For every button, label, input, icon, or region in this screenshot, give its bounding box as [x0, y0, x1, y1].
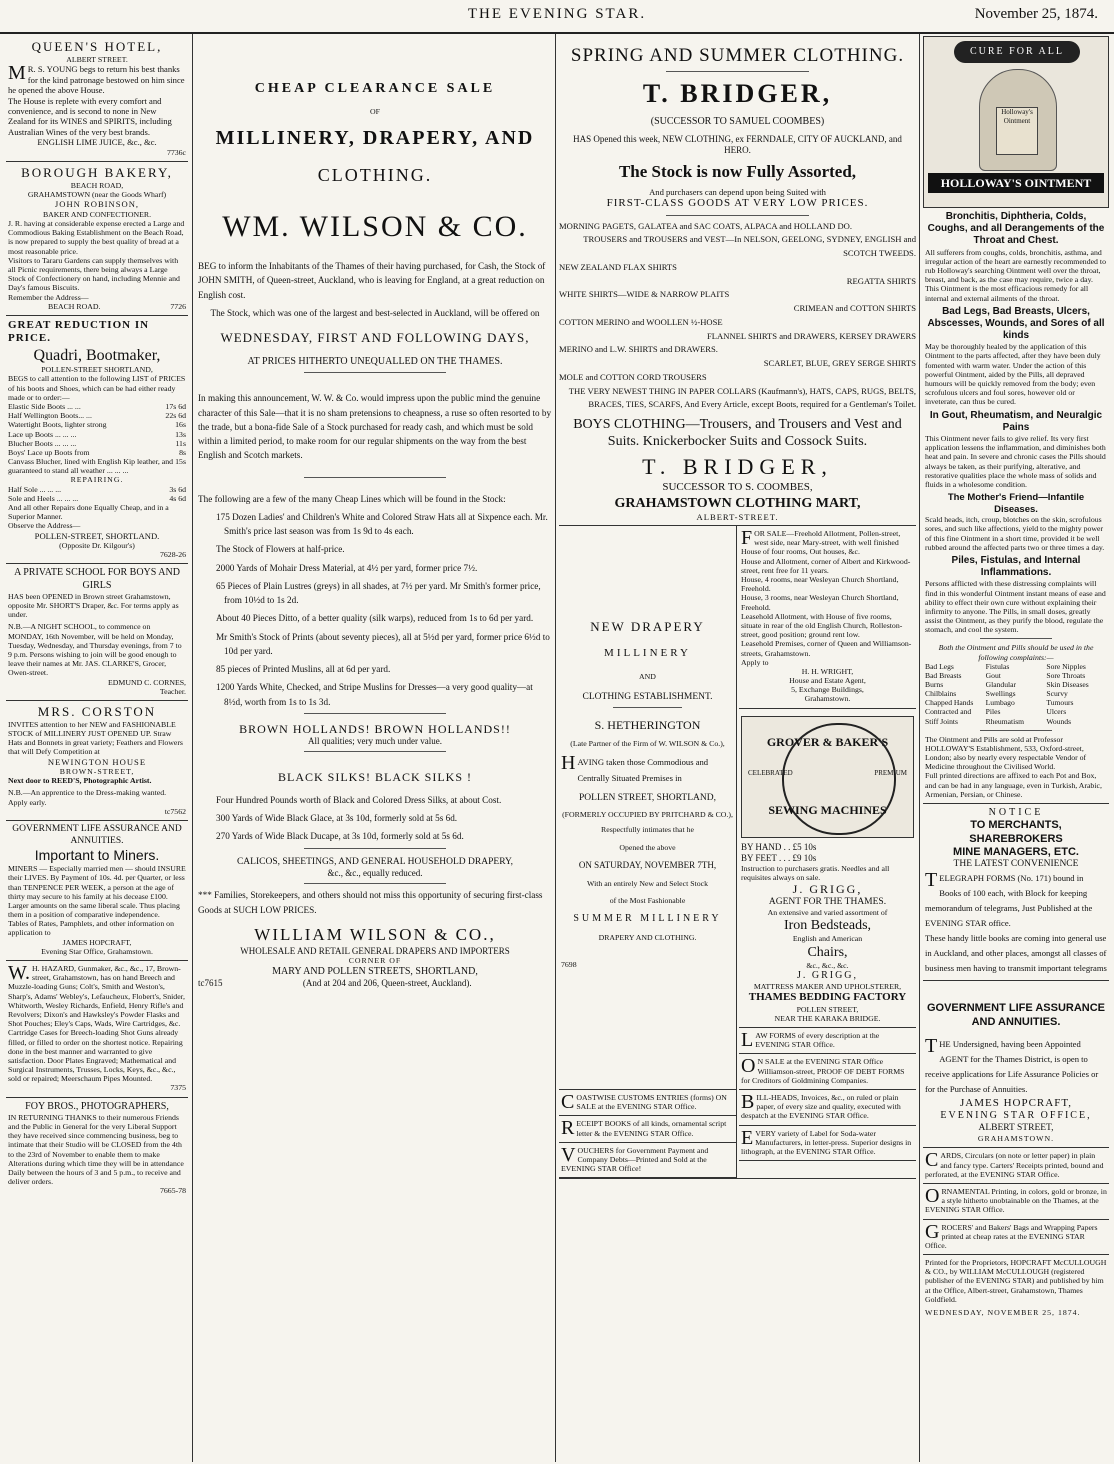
ad-factory: THAMES BEDDING FACTORY [748, 991, 907, 1004]
sale-paragraph: The following are a few of the many Cheap Lines which will be found in the Stock: [198, 493, 506, 504]
ad-line: Respectfully intimates that he [601, 825, 694, 835]
signature-firm: WILLIAM WILSON & CO., [254, 924, 496, 944]
complaint-item: Rheumatism [985, 716, 1025, 726]
complaint-item: Bad Breasts [925, 670, 962, 680]
grocers-ad [923, 1220, 1109, 1256]
ad-agent: AGENT FOR THE THAMES. [768, 896, 887, 907]
price-item: Lace up Boots ... ... ... [8, 429, 77, 439]
hetherington-ad [559, 526, 736, 1090]
remedy-heading: In Gout, Rheumatism, and Neuralgic Pains [929, 409, 1103, 433]
bridger-stock: The Stock is now Fully Assorted, [618, 162, 857, 182]
notice-heading: NOTICE [988, 806, 1044, 818]
ad-name: JOHN ROBINSON, [54, 199, 140, 210]
complaint-item: Lumbago [985, 698, 1015, 708]
complaint-item: Wounds [1046, 716, 1072, 726]
imprint-body: Printed for the Proprietors, HOPCRAFT McCULLOUGH & CO., by WILLIAM McCULLOUGH (registered publisher of the EVENING STAR) and published by him at the Office, Albert-street, Grahamstown, Thames Goldfield. [925, 1258, 1107, 1304]
remedy-heading: Bronchitis, Diphtheria, Colds, Coughs, and all Derangements of the Throat and Chest. [927, 211, 1105, 247]
ad-body: FOR SALE—Freehold Allotment, Pollen-street, west side, near Mary-street, with well finished House of four rooms, Out houses, &c. [741, 527, 901, 557]
private-school-ad [6, 564, 188, 700]
signature-trade: WHOLESALE AND RETAIL GENERAL DRAPERS AND IMPORTERS [240, 945, 510, 956]
small-ad-body: COASTWISE CUSTOMS ENTRIES (forms) ON SALE at the EVENING STAR Office. [561, 1091, 727, 1114]
ad-address-note: (Opposite Dr. Kilgour's) [59, 541, 135, 551]
signature-corner: CORNER OF [348, 956, 402, 966]
mrs-corston-ad [6, 701, 188, 821]
ad-body: MINERS — Especially married men — should INSURE their LIVES. By Payment of 10s. 4d. per Quarter, or less than TENPENCE PER WEEK, a person at the age of thirty may secure to his family at his decease £100. Larger amounts on the same liberal scale. Thus placing them in a position of comparative independence. [8, 864, 186, 920]
complaint-item: Sore Throats [1046, 670, 1086, 680]
bridger-depend: And purchasers can depend upon being Suited with [649, 186, 826, 197]
ad-body: J. R. having at considerable expense erected a Large and Commodious Baking Establishment on the Beach Road, is now prepared to supply the best quality of bread at a most reasonable price. [8, 219, 185, 256]
complaint-item: Gout [985, 670, 1001, 680]
clothing-item: FLANNEL SHIRTS and DRAWERS, KERSEY DRAWERS [707, 330, 916, 341]
for-sale-ad [739, 526, 916, 709]
ad-date: ON SATURDAY, NOVEMBER 7TH, [578, 859, 717, 870]
ad-body: IN RETURNING THANKS to their numerous Friends and the Public in General for the very Liberal Support they have received since commencing business, beg to intimate that their Studio will be CLOSED from the 4th to the 23rd of November to enable them to make Alterations during which time they will be in attendance Daily between the hours of 3 and 5 p.m., to receive and deliver orders. [8, 1112, 184, 1187]
column-4 [923, 36, 1109, 1460]
ad-subtitle: POLLEN-STREET SHORTLAND, [41, 365, 153, 375]
silks-line: 270 Yards of Wide Black Ducape, at 3s 10d, formerly sold at 5s 6d. [216, 831, 464, 842]
ad-body: W.H. HAZARD, Gunmaker, &c., &c., 17, Brown-street, Grahamstown, has on hand Breech and Muzzle-loading Guns; Colt's, Smith and Weston's, Sharp's, Adams' Webley's, Lefaucheux, Flobert's, Snider, Whitworth, Wesley Richards, Enfield, Henry Rifle's and Revolvers; Dixon's and Hawksley's Powder Flasks and Shot Pouches; Eley's Caps, Wads, Wire Cartridges, &c. Cartridge Cases for Breech-loading Shot Guns already filled, or filled to order on the shortest notice. Repairing done in the best manner and warranted to give satisfaction. Door Plates Engraved; Mathematical and Surgical Instruments, Trusses, Locks, Keys, &c., &c., sold or repaired; Meerschaum Pipes Mounted. [8, 962, 185, 1084]
sale-of: OF [370, 107, 380, 117]
ad-line: MATTRESS MAKER AND UPHOLSTERER, [753, 982, 902, 992]
column-rule [919, 34, 920, 1462]
logo-jar-text: Holloway's Ointment [996, 107, 1038, 155]
small-ad [739, 1028, 916, 1054]
bridger-items [559, 220, 916, 413]
notice-merchants: TO MERCHANTS, SHAREBROKERS [969, 819, 1063, 845]
complaint-item: Stiff Joints [925, 716, 958, 726]
clothing-item: REGATTA SHIRTS [846, 275, 916, 286]
ad-body: ORNAMENTAL Printing, in colors, gold or bronze, in a style hitherto unobtainable on the Thames, at the EVENING STAR Office. [925, 1184, 1107, 1215]
price-feet: BY FEET . . . £9 10s [741, 852, 817, 863]
remedy-heading: Piles, Fistulas, and Internal Inflammations. [951, 554, 1081, 579]
borough-bakery-ad [6, 162, 188, 316]
remedy-heading: Bad Legs, Bad Breasts, Ulcers, Abscesses, Wounds, and Sores of all kinds [927, 305, 1105, 342]
price-item: Canvass Blucher, lined with English Kip leather, and guaranteed to stand all weather ... ... ... [8, 457, 174, 476]
ad-body: Instruction to purchasers gratis. Needles and all requisites always on sale. [741, 863, 890, 882]
price-item: Sole and Heels ... ... ... [8, 493, 79, 503]
price-row [8, 430, 186, 439]
ad-code: tc7615 [198, 977, 223, 988]
families-note: *** Families, Storekeepers, and others should not miss this opportunity of securing first-class Goods at SUCH LOW PRICES. [198, 890, 543, 915]
remedy-body: Full printed directions are affixed to each Pot and Box, and can be had in any language, even in Turkish, Arabic, Armenian, Persian, or Chinese. [925, 771, 1102, 799]
ad-title: MRS. CORSTON [37, 703, 157, 719]
ad-line: English and American [792, 934, 863, 944]
govt-life-ad [6, 821, 188, 961]
ad-chairs: Chairs, [807, 944, 848, 960]
price-row [8, 420, 186, 429]
column-3 [559, 36, 916, 1460]
remedy-body: Scald heads, itch, croup, blotches on the skin, scrofulous sores, and such like affections, yield to the mighty power of this fine Ointment in a short time, provided it be well rubbed around the affected parts two or three times a day. [925, 515, 1105, 552]
price-item: Watertight Boots, lighter strong [8, 420, 107, 430]
ad-line: An extensive and varied assortment of [767, 908, 888, 918]
complaint-item: Scurvy [1046, 689, 1068, 699]
cards-ad [923, 1148, 1109, 1184]
ad-signature-street: ALBERT STREET, [978, 1122, 1054, 1133]
clothing-item: MORNING PAGETS, GALATEA and SAC COATS, ALPACA and HOLLAND DO. [559, 220, 853, 231]
cheap-line: 2000 Yards of Mohair Dress Material, at 4½ per yard, former price 7½. [216, 562, 478, 573]
small-ad-body: RECEIPT BOOKS of all kinds, ornamental script letter & the EVENING STAR Office. [561, 1117, 727, 1140]
price-row [8, 494, 186, 503]
clothing-item: SCARLET, BLUE, GREY SERGE SHIRTS [763, 358, 916, 369]
complaint-item: Chilblains [925, 689, 957, 699]
ad-title: Quadri, Bootmaker, [33, 346, 161, 364]
imprint-date: WEDNESDAY, NOVEMBER 25, 1874. [925, 1308, 1081, 1318]
small-ads-right [739, 1028, 916, 1161]
hollands-heading: BROWN HOLLANDS! BROWN HOLLANDS!! [239, 721, 511, 736]
ad-body: THE Undersigned, having been Appointed AGENT for the Thames District, is open to receive applications for Life Assurance Policies or for the Purchase of Annuities. [925, 1034, 1099, 1095]
ad-name: S. HETHERINGTON [594, 718, 701, 733]
price-item: Half Wellington Boots... ... [8, 411, 92, 421]
complaint-item: Fistulas [985, 661, 1010, 671]
cheap-line: The Stock of Flowers at half-price. [216, 544, 345, 555]
govt-life-agent-ad [923, 981, 1109, 1148]
ad-agent: H. H. WRIGHT, [801, 666, 854, 676]
quadri-bootmaker-ad [6, 316, 188, 565]
clothing-item: CRIMEAN and COTTON SHIRTS [793, 303, 916, 314]
price-list [8, 402, 186, 476]
complaint-item: Burns [925, 680, 944, 690]
price-value: 4s 6d [169, 493, 186, 503]
masthead [0, 0, 1114, 34]
ad-title: A PRIVATE SCHOOL FOR BOYS AND GIRLS [14, 567, 180, 591]
ad-title: BOROUGH BAKERY, [21, 165, 173, 181]
cheap-line: 1200 Yards White, Checked, and Stripe Muslins for Dresses—a very good quality—at 8½d, worth from 1s to 1s 3d. [216, 682, 533, 707]
price-row [8, 402, 186, 411]
complaint-item: Piles [985, 707, 1001, 717]
price-value: 11s [175, 438, 186, 448]
ad-code: 7375 [170, 1083, 186, 1093]
remedy-body: All sufferers from coughs, colds, bronchitis, asthma, and irregular action of the heart are earnestly recommended to rub Holloway's searching Ointment well over the throat, breast, and back, as the case may require, twice a day. This Ointment is the most efficacious remedy for all internal and external ailments of the throat. [925, 247, 1106, 303]
small-ads-left [559, 1090, 736, 1178]
ad-signature: JAMES HOPCRAFT, [960, 1097, 1072, 1110]
remedy-body: May be thoroughly healed by the application of this Ointment to the parts affected, after they have been duly fomented with warm water. Under the action of this powerful Ointment, aided by the Pills, all depraved humours will be quickly removed from the body; even scrofulous ulcers and foul sores, however old or inveterate, can thus be cured. [925, 342, 1101, 407]
sewing-machine-logo: GROVER & BAKER'S CELEBRATED PREMIUM SEWING MACHINES [741, 716, 914, 838]
ad-code: tc7562 [164, 806, 186, 816]
calicos-heading: CALICOS, SHEETINGS, AND GENERAL HOUSEHOLD DRAPERY, [236, 856, 514, 867]
ad-body: INVITES attention to her NEW and FASHIONABLE STOCK of MILLINERY JUST OPENED UP. Straw Hats and Bonnets in great variety; Feathers and Flowers that will Defy Competition at [8, 719, 183, 757]
ad-iron: Iron Bedsteads, [783, 918, 872, 934]
foy-bros-ad [6, 1098, 188, 1200]
grover-baker-ad [739, 709, 916, 1028]
telegraph-notice-ad [923, 804, 1109, 981]
ad-line: POLLEN STREET, [796, 1004, 859, 1014]
ad-address-label: Observe the Address— [8, 521, 81, 531]
price-item: Elastic Side Boots ... ... [8, 401, 81, 411]
ad-house: NEWINGTON HOUSE [47, 756, 147, 767]
ad-address: POLLEN-STREET, SHORTLAND. [34, 530, 160, 541]
ad-name: J. GRIGG, [792, 881, 863, 896]
bridger-boys: BOYS CLOTHING—Trousers, and Trousers and Vest and Suits. Knickerbocker Suits and Cossock Suits. [573, 417, 902, 450]
ad-signature-town: GRAHAMSTOWN. [977, 1134, 1055, 1144]
clothing-item: TROUSERS and TROUSERS and VEST—In NELSON, GEELONG, SYDNEY, ENGLISH and SCOTCH TWEEDS. [583, 234, 916, 259]
price-value: 15s [175, 457, 186, 467]
clothing-item: COTTON MERINO and WOOLLEN ½-HOSE [559, 316, 723, 327]
ad-and: AND [639, 672, 656, 682]
notice-latest: THE LATEST CONVENIENCE [953, 859, 1079, 870]
remedy-body: This Ointment never fails to give relief. Its very first application lessens the inflammation, and diminishes both heat and pain. In severe and chronic cases the Pills should always be taken, as their purifying, alterative, and restorative qualities place the whole mass of solids and fluids in a wholesome condition. [925, 433, 1106, 489]
firm-name: WM. WILSON & CO. [222, 209, 528, 243]
ad-line: House and Allotment, corner of Albert and Kirkwood-street, rent free for 11 years. [741, 556, 911, 575]
ad-apply: Apply to [741, 657, 769, 667]
masthead-title: THE EVENING STAR. [467, 6, 647, 22]
ad-agent-line: 5, Exchange Buildings, [791, 685, 864, 695]
ad-next: Next door to REED'S, Photographic Artist. [8, 776, 152, 786]
ad-body: The House is replete with every comfort and convenience, and is second to none in New Zealand for its WINES and SPIRITS, including Australian Wines of the very best brands. [8, 95, 172, 137]
bridger-title-2: T. BRIDGER, [642, 454, 833, 480]
repair-price-list [8, 485, 186, 503]
ad-body: Visitors to Tararu Gardens can supply themselves with all Picnic requirements, there being always a Large Stock of Confectionery on hand, including Mennie and Day's famous Biscuits. [8, 255, 180, 293]
holloway-ad [923, 208, 1109, 804]
price-value: 16s [175, 420, 186, 430]
sale-title-2: CLOTHING. [317, 164, 433, 185]
ad-line: NEAR THE KARAKA BRIDGE. [774, 1013, 881, 1023]
ad-trade: BAKER AND CONFECTIONER. [42, 209, 152, 219]
sale-paragraph: The Stock, which was one of the largest and best-selected in Auckland, will be offered on [210, 307, 540, 318]
bridger-opened: HAS Opened this week, NEW CLOTHING, ex FERNDALE, CITY OF AUCKLAND, and HERO. [573, 134, 902, 156]
bridger-successor-2: SUCCESSOR TO S. COOMBES, [662, 481, 813, 494]
ad-signature-office: EVENING STAR OFFICE, [940, 1110, 1092, 1122]
logo-arc-text: CURE FOR ALL [954, 41, 1080, 63]
ad-line: House, 3 rooms, near Wesleyan Church Shortland, Freehold. [741, 593, 899, 612]
column-rule [555, 34, 556, 1462]
small-ad [559, 1090, 736, 1116]
price-item: Half Sole ... ... ... [8, 484, 62, 494]
cheap-line: About 40 Pieces Ditto, of a better quality (silk warps), reduced from 1s to 6d per yard. [216, 613, 534, 624]
price-row [8, 448, 186, 457]
bridger-mart: GRAHAMSTOWN CLOTHING MART, [614, 495, 861, 511]
complaint-item: Skin Diseases [1046, 680, 1089, 690]
complaint-item: Sore Nipples [1046, 661, 1086, 671]
spring-heading: SPRING AND SUMMER CLOTHING. [570, 45, 905, 66]
price-row [8, 411, 186, 420]
complaint-item: Ulcers [1046, 707, 1067, 717]
ad-code: 7726 [170, 301, 186, 311]
ad-subtitle: ALBERT STREET. [66, 54, 128, 64]
complaint-item: Swellings [985, 689, 1016, 699]
ad-code: 7628-26 [160, 550, 186, 560]
ad-title: NEW DRAPERY [590, 619, 705, 635]
clothing-item: MERINO and L.W. SHIRTS and DRAWERS. [559, 344, 718, 355]
ad-line: House, 4 rooms, near Wesleyan Church Shortland, Freehold. [741, 575, 899, 594]
small-ad-body: VOUCHERS for Government Payment and Company Debts—Printed and Sold at the EVENING STAR Office! [561, 1143, 709, 1174]
ad-subtitle: MILLINERY [604, 646, 691, 659]
ad-code: 7665-78 [160, 1186, 186, 1196]
notice-body: TELEGRAPH FORMS (No. 171) bound in Books of 100 each, with Block for keeping memorandum of telegrams, Just Published at the EVENING STAR office. [925, 868, 1093, 928]
price-hand: BY HAND . . £5 10s [741, 841, 817, 852]
ad-code: 7736c [166, 147, 186, 157]
price-row [8, 439, 186, 448]
complaint-item: Glandular [985, 680, 1017, 690]
ad-title: QUEEN'S HOTEL, [31, 39, 163, 54]
cheap-line: 65 Pieces of Plain Lustres (greys) in all shades, at 7½ per yard. Mr Smith's former price, from 10½d to 1s 2d. [216, 580, 541, 605]
ad-subtitle: CLOTHING ESTABLISHMENT. [582, 691, 713, 702]
ad-subtitle: BEACH ROAD, [70, 180, 124, 190]
small-ad [559, 1116, 736, 1142]
ad-body: BEGS to call attention to the following LIST of PRICES of his boots and Shoes, which can be had either ready made or to order:— [8, 374, 186, 402]
ad-address: BEACH ROAD. [48, 301, 101, 311]
holloway-logo [923, 36, 1109, 208]
price-value: 8s [179, 447, 186, 457]
price-value: 13s [175, 429, 186, 439]
ad-body: GROCERS' and Bakers' Bags and Wrapping Papers printed at cheap rates at the EVENING STAR Office. [925, 1220, 1098, 1250]
ad-street: BROWN-STREET, [59, 766, 135, 776]
ad-line: of the Most Fashionable [609, 895, 686, 905]
notice-managers: MINE MANAGERS, ETC. [953, 845, 1079, 858]
ornamental-ad [923, 1184, 1109, 1220]
silks-line: 300 Yards of Wide Black Glace, at 3s 10d, formerly sold at 5s 6d. [216, 813, 458, 824]
sale-paragraph: BEG to inform the Inhabitants of the Thames of their having purchased, for Cash, the Stock of JOHN SMITH, of Queen-street, Auckland, who is leaving for England, at a great reduction on English cost. [198, 261, 546, 300]
ad-signature-title: Teacher. [159, 686, 186, 696]
price-item: Boys' Lace up Boots from [8, 447, 90, 457]
hollands-note: All qualities; very much under value. [308, 736, 442, 747]
column-1 [6, 36, 188, 1460]
small-ad [739, 1090, 916, 1126]
price-value: 22s 6d [165, 411, 186, 421]
remedy-body: The Ointment and Pills are sold at Professor HOLLOWAY'S Establishment, 533, Oxford-street, London; also by nearly every respectable Vendor of Medicine throughout the Civilised World. [925, 734, 1087, 772]
ad-line: &c., &c., &c. [806, 960, 849, 970]
small-ad [559, 1143, 736, 1179]
ad-signature: JAMES HOPCRAFT, [62, 937, 132, 947]
small-ad-body: ON SALE at the EVENING STAR Office Williamson-street, PROOF OF DEBT FORMS for Creditors of Goldmining Companies. [741, 1055, 905, 1085]
sale-heading: CHEAP CLEARANCE SALE [254, 81, 496, 96]
ad-body: MR. S. YOUNG begs to return his best thanks for the kind patronage bestowed on him since he opened the above House. [8, 62, 185, 96]
clothing-item: NEW ZEALAND FLAX SHIRTS [559, 261, 677, 272]
clothing-item: WHITE SHIRTS—WIDE & NARROW PLAITS [559, 289, 730, 300]
small-ad-body: LAW FORMS of every description at the EVENING STAR Office. [741, 1029, 880, 1052]
ad-name: J. GRIGG, [796, 969, 859, 981]
masthead-date: November 25, 1874. [974, 6, 1098, 22]
signature-address: MARY AND POLLEN STREETS, SHORTLAND, [272, 965, 478, 977]
logo-band-text: HOLLOWAY'S OINTMENT [928, 173, 1104, 193]
ad-line: Leasehold Premises, corner of Queen and Williamson-streets, Grahamstown. [741, 639, 912, 658]
ad-code: 7698 [561, 960, 577, 970]
ad-subtitle: GRAHAMSTOWN (near the Goods Wharf) [27, 190, 167, 200]
hazard-gunmaker-ad [6, 961, 188, 1098]
clothing-item: THE VERY NEWEST THING IN PAPER COLLARS (Kaufmann's), HATS, CAPS, RUGS, BELTS, BRACES, TIES, SCARFS, And Every Article, except Boots, required for a Gentleman's Toilet. [568, 385, 916, 410]
ad-line: DRAPERY AND CLOTHING. [598, 933, 697, 943]
cheap-line: 85 pieces of Printed Muslins, all at 6d per yard. [216, 664, 391, 674]
clothing-item: MOLE and COTTON CORD TROUSERS [559, 371, 707, 382]
ad-body: CARDS, Circulars (on note or letter paper) in plain and fancy type. Carters' Receipts printed, bound and perforated, at the EVENING STAR Office. [925, 1149, 1104, 1179]
ad-title: GOVERNMENT LIFE ASSURANCE AND ANNUITIES. [12, 823, 182, 846]
repairing-heading: REPAIRING. [70, 475, 124, 485]
bridger-title: T. BRIDGER, [642, 79, 833, 109]
complaint-item: Chapped Hands [925, 698, 974, 708]
ad-signature: EDMUND C. CORNES, [108, 677, 186, 687]
price-row [8, 457, 186, 475]
imprint [923, 1255, 1109, 1321]
ad-body: HAVING taken those Commodious and Centrally Situated Premises in [561, 751, 709, 784]
cheap-line: 175 Dozen Ladies' and Children's White and Colored Straw Hats all at Sixpence each. Mr. Smith's price last season was from 1s 9d to 4s each. [216, 511, 548, 536]
ad-agent-line: House and Estate Agent, [789, 676, 866, 686]
ad-late: (Late Partner of the Firm of W. WILSON & Co.), [570, 738, 725, 748]
price-item: Blucher Boots ... ... ... [8, 438, 77, 448]
price-value: 17s 6d [165, 401, 186, 411]
ad-address-label: Remember the Address— [8, 292, 89, 302]
bridger-street: ALBERT-STREET. [559, 512, 916, 526]
sale-title: MILLINERY, DRAPERY, AND [215, 127, 535, 150]
ad-body: HAS been OPENED in Brown street Grahamstown, opposite Mr. SHORT'S Draper, &c. For terms apply as under. [8, 591, 179, 620]
ad-body: N.B.—A NIGHT SCHOOL, to commence on MONDAY, 16th November, will be held on Monday, Tuesday, Wednesday, and Thursday evenings, from 7 to 9 p.m. Persons wishing to join will be good enough to leave their names at Mr. JAS. CLARKE'S, Grocer, Owen-street. [8, 622, 182, 678]
sale-paragraph: In making this announcement, W. W. & Co. would impress upon the public mind the genuine character of this Sale—that it is no sham pretensions to cheapness, a ruse so often resorted to by the trade, but a bona-fide Sale of a Stock purchased for ready cash, and which must be sold within a limited period, to make room for our regular shipments on the way from the best English and Scotch markets. [198, 393, 552, 461]
silks-line: Four Hundred Pounds worth of Black and Colored Dress Silks, at about Cost. [216, 794, 502, 805]
notice-body: These handy little books are coming into general use in Auckland, and other places, amongst all classes of business men having to transmit important telegrams [925, 933, 1107, 974]
queens-hotel-ad [6, 36, 188, 162]
ad-note: N.B.—An apprentice to the Dress-making wanted. Apply early. [8, 788, 167, 807]
price-value: 3s 6d [169, 484, 186, 494]
ad-body: Tables of Rates, Pamphlets, and other information on application to [8, 919, 174, 938]
price-row [8, 485, 186, 494]
cheap-line: Mr Smith's Stock of Prints (about seventy pieces), all at 5½d per yard, former price 6½d to 10d per yard. [216, 631, 550, 656]
silks-heading: BLACK SILKS! BLACK SILKS ! [277, 770, 472, 785]
ad-headline: Important to Miners. [34, 847, 160, 864]
complaints-table [925, 662, 1107, 726]
complaints-heading: Both the Ointment and Pills should be used in the following complaints:— [938, 643, 1094, 662]
column-2 [198, 36, 552, 1460]
complaint-item: Bad Legs [925, 661, 954, 671]
ad-title: GOVERNMENT LIFE ASSURANCE AND ANNUITIES. [926, 1002, 1106, 1028]
bridger-first-class: FIRST-CLASS GOODS AT VERY LOW PRICES. [606, 197, 869, 210]
ad-agent-line: Grahamstown. [804, 694, 851, 704]
cheap-lines-list [198, 510, 552, 709]
ad-line: SUMMER MILLINERY [573, 913, 722, 925]
small-ad-body: BILL-HEADS, Invoices, &c., on ruled or plain paper, of every size and quality, executed with despatch at the EVENING STAR Office. [741, 1090, 901, 1121]
ad-line: With an entirely New and Select Stock [587, 878, 708, 888]
calicos-note: &c., &c., equally reduced. [327, 868, 423, 879]
complaint-item: Tumours [1046, 698, 1074, 708]
column-rule [192, 34, 193, 1462]
small-ad [739, 1054, 916, 1090]
bridger-successor: (SUCCESSOR TO SAMUEL COOMBES) [650, 115, 825, 127]
small-ad [739, 1126, 916, 1162]
ad-formerly: (FORMERLY OCCUPIED BY PRITCHARD & CO.), [562, 810, 733, 820]
sale-prices: AT PRICES HITHERTO UNEQUALLED ON THE THAMES. [247, 356, 503, 368]
ad-title: FOY BROS., PHOTOGRAPHERS, [25, 1100, 169, 1112]
sale-days: WEDNESDAY, FIRST AND FOLLOWING DAYS, [220, 330, 530, 346]
ad-address: POLLEN STREET, SHORTLAND, [579, 792, 716, 803]
remedy-body: Persons afflicted with these distressing complaints will find in this wonderful Ointment instant means of ease and ability to effect their own cure without explaining their infirmity to anyone. The Pills, in small doses, greatly assist the Ointment, as they purify the blood, regulate the stomach, and cool the system. [925, 579, 1106, 635]
complaint-item: Contracted and [925, 707, 972, 717]
ad-signature-place: Evening Star Office, Grahamstown. [41, 946, 153, 956]
ad-line: Leasehold Allotment, with House of five rooms, situate in rear of the old English Church, Rolleston-street, good position; ground rent low. [741, 611, 903, 640]
ad-headline: GREAT REDUCTION IN PRICE. [8, 318, 150, 345]
signature-auckland: (And at 204 and 206, Queen-street, Auckland). [302, 977, 472, 988]
ad-line: ENGLISH LIME JUICE, &c., &c. [37, 137, 157, 148]
ad-body: And all other Repairs done Equally Cheap, and in a Superior Manner. [8, 503, 169, 522]
small-ad-body: EVERY variety of Label for Soda-water Manufacturers, in letter-press. Superior designs in lithograph, at the EVENING STAR Office. [741, 1126, 912, 1156]
remedy-heading: The Mother's Friend—Infantile Diseases. [947, 492, 1085, 515]
ad-line: Opened the above [619, 842, 676, 852]
